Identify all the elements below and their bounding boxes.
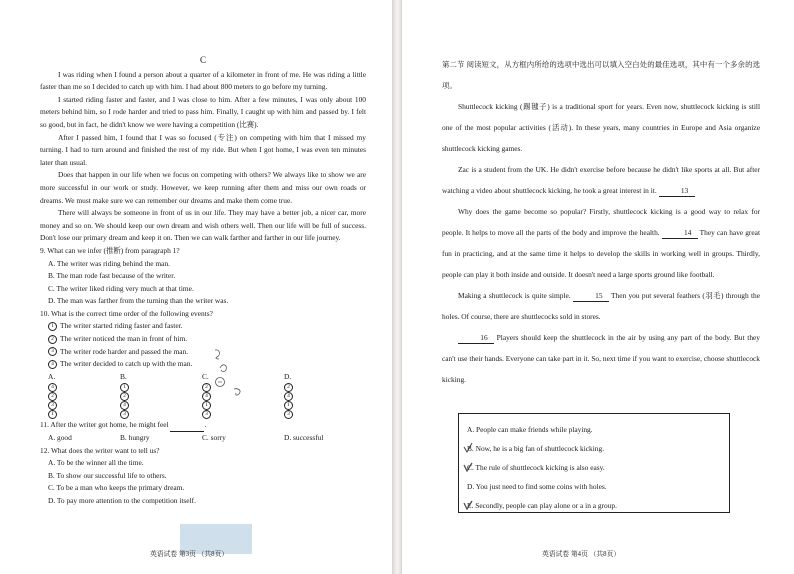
passage-paragraph-4 [442, 285, 760, 327]
passage-paragraph-1: Shuttlecock kicking (踢毽子) is a traditional sport for years. Even now, shuttlecock kicking is still one of the most popular activities (活动). In these years, many countries in Europe and Asia organize shuttlecock kicking games. [442, 102, 760, 153]
page-gutter [392, 0, 402, 574]
handwritten-mark-icon [218, 362, 230, 374]
box-option-text: B. Now, he is a big fan of shuttlecock kicking. [467, 444, 605, 453]
circled-number: 2 [48, 392, 57, 401]
circled-number: 2 [120, 392, 129, 401]
section-title: C [199, 55, 206, 65]
page-3 [0, 0, 392, 574]
reading-cloze-section [442, 54, 760, 390]
passage-paragraph-5 [442, 327, 760, 390]
question-11-option-d: D. successful [284, 433, 324, 443]
circled-number: 3 [120, 410, 129, 419]
option-letter: C. [202, 371, 209, 381]
handwritten-mark-icon [214, 376, 226, 388]
box-option-d: D. You just need to find some coins with holes. [467, 482, 607, 491]
event-1 [48, 320, 366, 333]
event-2 [48, 333, 366, 346]
question-9-option-a: A. The writer was riding behind the man. [48, 258, 170, 268]
box-option-a: A. People can make friends while playing. [467, 425, 593, 434]
passage-paragraph-2 [442, 159, 760, 201]
question-12-option-a: A. To be the winner all the time. [48, 458, 144, 468]
passage-paragraph-4: Does that happen in our life when we focus on competing with others? We always like to show we are more successful in our work or study. However, we keep running after them and miss our own roads or dreams. We must make sure we can remember our dreams and make them come true. [40, 170, 366, 205]
box-option-text: C. The rule of shuttlecock kicking is also easy. [467, 463, 605, 472]
passage-paragraph-3 [442, 201, 760, 285]
circled-number: 1 [284, 401, 293, 410]
question-10-option-b [120, 371, 202, 420]
paragraph-text: They can have great fun in practicing, and at the same time it helps to develop the skills in working well in groups. Thirdly, people can play it both inside and outside. It doesn't need a large sports ground like football. [442, 228, 760, 279]
check-mark-icon [463, 461, 473, 473]
box-option-text: E. Secondly, people can play alone or a in a group. [467, 501, 617, 510]
circled-number: 2 [48, 335, 57, 344]
circled-number: 3 [48, 347, 57, 356]
circled-number: 3 [202, 410, 211, 419]
circled-number: 1 [120, 383, 129, 392]
circled-number: 2 [202, 383, 211, 392]
option-letter: B. [120, 371, 127, 381]
passage-paragraph-2: I started riding faster and faster, and I was close to him. After a few minutes, I was only about 100 meters behind him, so I rode harder and tried to pass him. Finally, I caught up with him and passed by. I felt so good, but in fact, he didn't know we were having a competition (比赛). [40, 94, 366, 129]
question-10-option-d [284, 371, 364, 420]
circled-number: 1 [202, 401, 211, 410]
circled-number: 4 [284, 392, 293, 401]
section-instruction: 第二节 阅读短文，从方框内所给的选项中选出可以填入空白处的最佳选项，其中有一个多余的选项。 [442, 60, 760, 90]
event-text: The writer noticed the man in front of him. [60, 334, 188, 344]
question-9-option-c: C. The writer liked riding very much at that time. [48, 283, 194, 293]
circled-number: 1 [48, 322, 57, 331]
paragraph-text: Then you put several feathers (羽毛) through the holes. Of course, there are shuttlecocks sold in stores. [442, 291, 760, 321]
circled-number: 2 [284, 383, 293, 392]
circled-number: 4 [48, 360, 57, 369]
circled-number: 3 [284, 410, 293, 419]
box-option-c [467, 458, 721, 477]
circled-number: 4 [120, 401, 129, 410]
question-12-option-b: B. To show our successful life to others. [48, 470, 167, 480]
circled-number: 3 [48, 401, 57, 410]
answer-blank[interactable] [170, 423, 204, 432]
handwritten-mark-icon [232, 386, 244, 398]
reading-c-section [40, 54, 366, 508]
event-4 [48, 358, 366, 371]
check-mark-icon [463, 442, 473, 454]
question-11-option-c: C. sorry [202, 433, 226, 443]
question-12-stem: 12. What does the writer want to tell us? [40, 445, 160, 455]
paragraph-text: Zac is a student from the UK. He didn't exercise before because he didn't like sports at all. But after watching a video about shuttlecock kicking, he took a great interest in it. [442, 165, 760, 195]
question-11-option-a: A. good [48, 433, 72, 443]
circled-number: 4 [48, 383, 57, 392]
question-10-stem: 10. What is the correct time order of the following events? [40, 308, 213, 318]
question-12-option-c: C. To be a man who keeps the primary dream. [48, 483, 185, 493]
event-3 [48, 346, 366, 359]
paragraph-text: Players should keep the shuttlecock in the air by using any part of the body. But they can't use their hands. Everyone can take part in it. So, next time if you want to exercise, choose shuttlecock kicking. [442, 333, 760, 384]
question-11-text: 11. After the writer got home, he might feel [40, 420, 169, 430]
blank-15[interactable]: 15 [573, 291, 609, 302]
box-option-e [467, 496, 721, 515]
blank-14[interactable]: 14 [662, 228, 698, 239]
question-11-stem [40, 419, 366, 432]
event-text: The writer rode harder and passed the man. [60, 346, 189, 356]
passage-paragraph-1: I was riding when I found a person about a quarter of a kilometer in front of me. He was riding a little faster than me so I decided to catch up with him. I had about 800 meters to go before my turning. [40, 69, 366, 92]
circled-number: 4 [202, 392, 211, 401]
question-12-option-d: D. To pay more attention to the competition itself. [48, 496, 196, 505]
question-11-end: . [204, 420, 207, 430]
paragraph-text: Why does the game become so popular? Firstly, shuttlecock kicking is a good way to relax for people. It helps to move all the parts of the body and improve the health. [442, 207, 760, 237]
handwritten-mark-icon [212, 348, 224, 360]
question-11-option-b: B. hungry [120, 433, 150, 443]
event-text: The writer started riding faster and faster. [60, 321, 183, 331]
question-11-options [48, 432, 366, 445]
event-text: The writer decided to catch up with the man. [60, 359, 193, 369]
options-box [458, 413, 730, 513]
question-9-stem: 9. What can we infer (推断) from paragraph 1? [40, 245, 180, 255]
circled-number: 1 [48, 410, 57, 419]
question-9-option-d: D. The man was farther from the turning than the writer was. [48, 296, 229, 306]
paragraph-text: Making a shuttlecock is quite simple. [458, 291, 571, 300]
question-9-option-b: B. The man rode fast because of the writer. [48, 271, 176, 281]
option-letter: D. [284, 371, 292, 381]
page-4 [402, 0, 794, 574]
question-10-options [48, 371, 366, 420]
blank-16[interactable]: 16 [458, 333, 494, 344]
check-mark-icon [463, 499, 473, 511]
passage-paragraph-5: There will always be someone in front of us in our life. They may have a better job, a nicer car, more money and so on. We should keep our own dream and wish others well. Then our life will be full of success. Don't lose our primary dream and keep it on. Then we can walk farther and farther in our life journey. [40, 208, 366, 243]
box-option-b [467, 439, 721, 458]
option-letter: A. [48, 371, 56, 381]
passage-paragraph-3: After I passed him, I found that I was so focused (专注) on competing with him that I missed my turning. I had to turn around and finished the rest of my ride. But when I got home, I was even ten minutes later than usual. [40, 132, 366, 167]
blank-13[interactable]: 13 [659, 186, 695, 197]
page-footer: 英语试卷 第3页 （共8页） [150, 551, 229, 558]
page-footer: 英语试卷 第4页 （共8页） [542, 551, 621, 558]
question-10-option-a [48, 371, 120, 420]
